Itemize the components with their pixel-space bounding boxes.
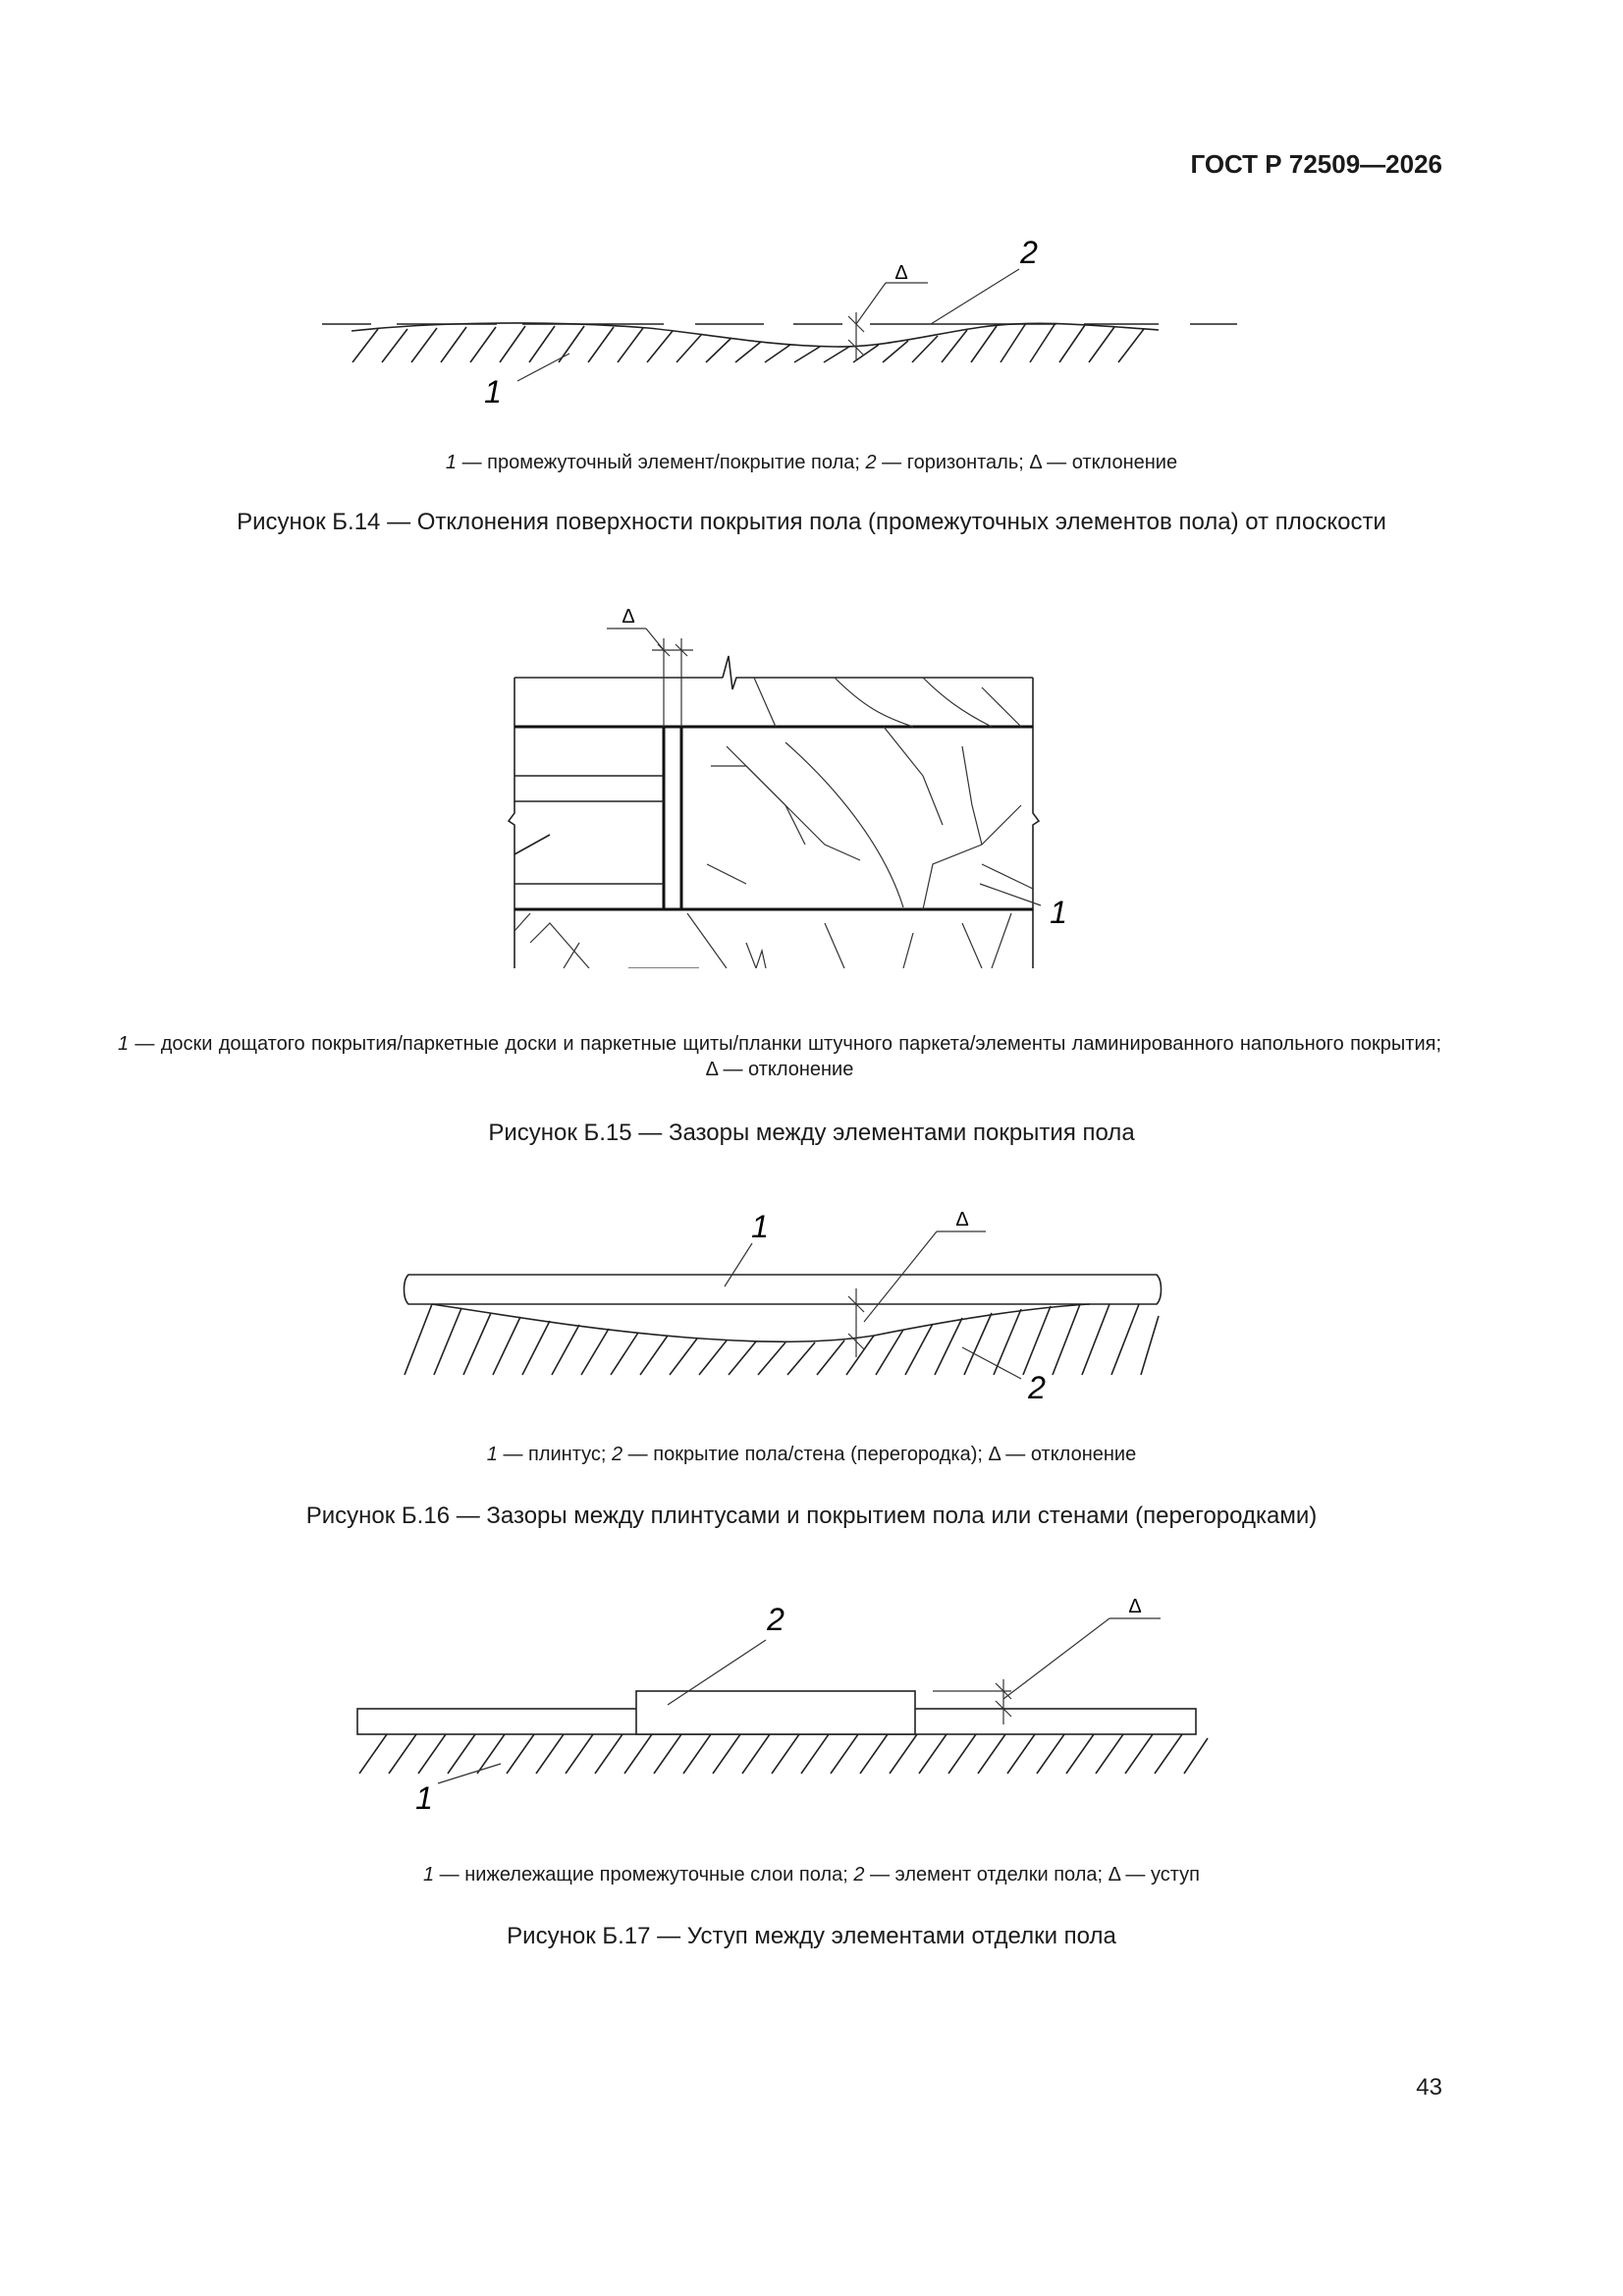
b14-callout-1: 1 <box>484 374 502 410</box>
b16-legend-num-1: 1 <box>486 1444 498 1465</box>
b17-caption: Рисунок Б.17 — Уступ между элементами отделки пола <box>507 1923 1116 1949</box>
b14-delta-label: Δ <box>894 262 908 284</box>
b14-callout-2: 2 <box>1020 235 1038 270</box>
b17-legend-num-2: 2 <box>853 1864 865 1886</box>
b15-callout-1: 1 <box>1050 895 1067 930</box>
b17-leader-1 <box>438 1764 501 1783</box>
b14-legend-text-1: — промежуточный элемент/покрытие пола; <box>457 452 866 473</box>
b17-legend-num-1: 1 <box>423 1864 435 1886</box>
b17-legend-text-2: — элемент отделки пола; Δ — уступ <box>864 1864 1200 1886</box>
b15-delta-label: Δ <box>622 606 635 628</box>
b14-legend-num-2: 2 <box>865 452 877 473</box>
b16-delta-label: Δ <box>955 1209 969 1230</box>
b15-legend-num-1: 1 <box>118 1033 130 1055</box>
b17-legend <box>0 1864 1623 1886</box>
b16-legend-text-1: — плинтус; <box>497 1444 612 1465</box>
b14-caption: Рисунок Б.14 — Отклонения поверхности покрытия пола (промежуточных элементов пола) от плоскости <box>237 509 1386 535</box>
b17-callout-1: 1 <box>415 1780 433 1816</box>
b15-caption: Рисунок Б.15 — Зазоры между элементами покрытия пола <box>488 1120 1135 1146</box>
b15-legend-text-1: — доски дощатого покрытия/паркетные доски и паркетные щиты/планки штучного паркета/элементы ламинированного напольного покрытия; Δ — отклонение <box>129 1033 1441 1080</box>
b17-legend-text-1: — нижележащие промежуточные слои пола; <box>434 1864 854 1886</box>
b16-callout-2: 2 <box>1028 1370 1046 1405</box>
document-number: ГОСТ Р 72509—2026 <box>1190 149 1442 179</box>
b17-callout-2: 2 <box>767 1602 784 1637</box>
b16-callout-1: 1 <box>751 1209 769 1244</box>
b16-caption: Рисунок Б.16 — Зазоры между плинтусами и покрытием пола или стенами (перегородками) <box>305 1503 1318 1529</box>
b16-legend-num-2: 2 <box>612 1444 623 1465</box>
b14-legend-text-2: — горизонталь; Δ — отклонение <box>876 452 1178 473</box>
b16-legend-text-2: — покрытие пола/стена (перегородка); Δ — отклонение <box>622 1444 1137 1465</box>
page-number: 43 <box>1416 2074 1442 2101</box>
b14-legend-num-1: 1 <box>445 452 458 473</box>
b17-delta-label: Δ <box>1128 1596 1142 1617</box>
